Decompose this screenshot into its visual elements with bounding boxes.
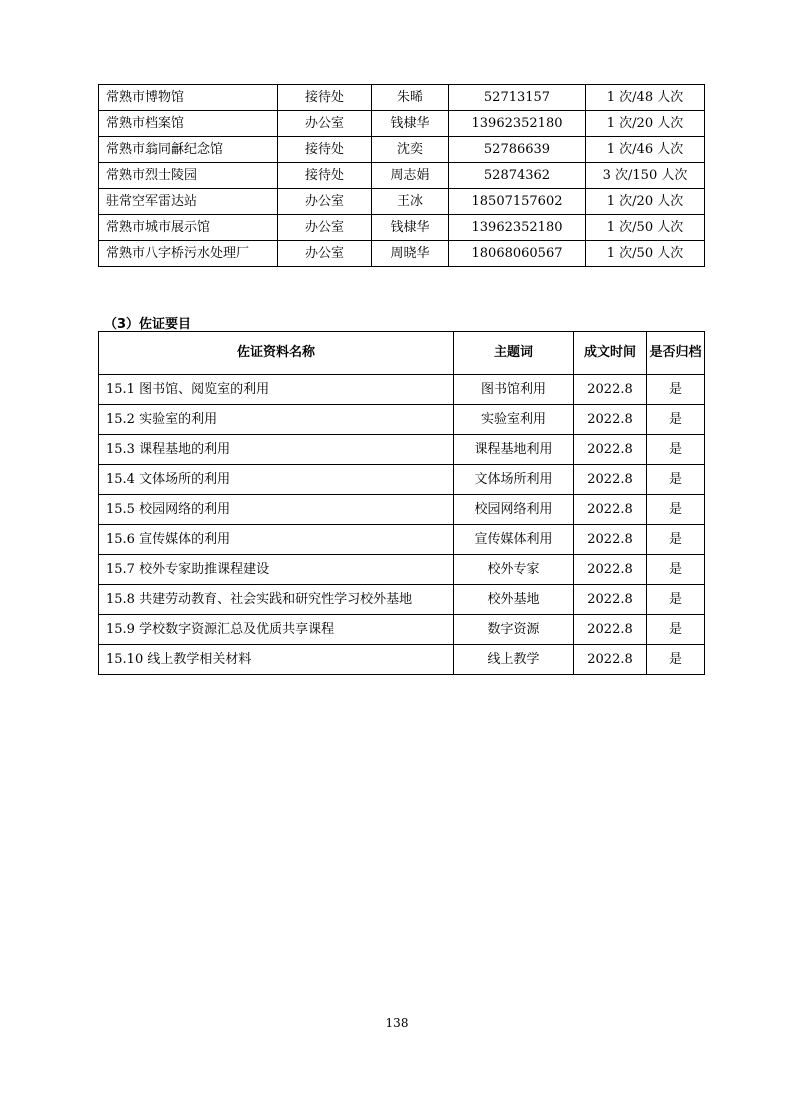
table-row: [99, 585, 705, 615]
contact-department: 办公室: [278, 189, 372, 215]
contact-org: 常熟市八字桥污水处理厂: [99, 241, 278, 267]
contact-person: 钱棣华: [372, 215, 449, 241]
contact-phone: 52713157: [449, 85, 586, 111]
evidence-archived: 是: [647, 435, 705, 465]
evidence-table: [98, 331, 705, 675]
evidence-date: 2022.8: [574, 615, 647, 645]
contact-phone: 52786639: [449, 137, 586, 163]
contact-visits: 3 次/150 人次: [586, 163, 705, 189]
evidence-date: 2022.8: [574, 525, 647, 555]
evidence-date: 2022.8: [574, 495, 647, 525]
evidence-archived: 是: [647, 375, 705, 405]
table-row: [99, 405, 705, 435]
evidence-keyword: 校外基地: [454, 585, 574, 615]
table-row: [99, 495, 705, 525]
contact-phone: 52874362: [449, 163, 586, 189]
evidence-keyword: 实验室利用: [454, 405, 574, 435]
contact-org: 常熟市翁同龢纪念馆: [99, 137, 278, 163]
table-row: [99, 137, 705, 163]
evidence-date: 2022.8: [574, 405, 647, 435]
contact-department: 接待处: [278, 85, 372, 111]
contact-person: 周志娟: [372, 163, 449, 189]
contact-phone: 13962352180: [449, 215, 586, 241]
evidence-name: 15.7 校外专家助推课程建设: [99, 555, 454, 585]
evidence-archived: 是: [647, 615, 705, 645]
table-row: [99, 465, 705, 495]
contact-table: [98, 84, 705, 267]
contact-phone: 18068060567: [449, 241, 586, 267]
header-date: 成文时间: [574, 332, 647, 375]
evidence-date: 2022.8: [574, 375, 647, 405]
table-row: [99, 215, 705, 241]
contact-phone: 13962352180: [449, 111, 586, 137]
evidence-name: 15.10 线上教学相关材料: [99, 645, 454, 675]
evidence-keyword: 文体场所利用: [454, 465, 574, 495]
contact-visits: 1 次/50 人次: [586, 215, 705, 241]
contact-department: 接待处: [278, 137, 372, 163]
contact-department: 办公室: [278, 111, 372, 137]
table-row: [99, 525, 705, 555]
evidence-name: 15.5 校园网络的利用: [99, 495, 454, 525]
evidence-name: 15.8 共建劳动教育、社会实践和研究性学习校外基地: [99, 585, 454, 615]
evidence-keyword: 校外专家: [454, 555, 574, 585]
table-row: [99, 85, 705, 111]
evidence-date: 2022.8: [574, 555, 647, 585]
evidence-name: 15.4 文体场所的利用: [99, 465, 454, 495]
contact-department: 办公室: [278, 241, 372, 267]
section-heading: （3）佐证要目: [104, 317, 192, 332]
contact-org: 驻常空军雷达站: [99, 189, 278, 215]
contact-visits: 1 次/20 人次: [586, 111, 705, 137]
contact-visits: 1 次/20 人次: [586, 189, 705, 215]
contact-org: 常熟市烈士陵园: [99, 163, 278, 189]
contact-phone: 18507157602: [449, 189, 586, 215]
contact-person: 周晓华: [372, 241, 449, 267]
evidence-date: 2022.8: [574, 645, 647, 675]
contact-person: 沈奕: [372, 137, 449, 163]
evidence-name: 15.9 学校数字资源汇总及优质共享课程: [99, 615, 454, 645]
evidence-keyword: 校园网络利用: [454, 495, 574, 525]
contact-org: 常熟市城市展示馆: [99, 215, 278, 241]
evidence-archived: 是: [647, 495, 705, 525]
evidence-archived: 是: [647, 405, 705, 435]
evidence-date: 2022.8: [574, 435, 647, 465]
evidence-keyword: 线上教学: [454, 645, 574, 675]
table-row: [99, 435, 705, 465]
evidence-keyword: 图书馆利用: [454, 375, 574, 405]
evidence-date: 2022.8: [574, 585, 647, 615]
evidence-keyword: 数字资源: [454, 615, 574, 645]
contact-person: 钱棣华: [372, 111, 449, 137]
evidence-name: 15.6 宣传媒体的利用: [99, 525, 454, 555]
header-keyword: 主题词: [454, 332, 574, 375]
header-archived: 是否归档: [647, 332, 705, 375]
page-number: 138: [385, 1016, 409, 1030]
contact-org: 常熟市档案馆: [99, 111, 278, 137]
contact-department: 办公室: [278, 215, 372, 241]
header-material-name: 佐证资料名称: [99, 332, 454, 375]
table-row: [99, 645, 705, 675]
evidence-date: 2022.8: [574, 465, 647, 495]
evidence-keyword: 课程基地利用: [454, 435, 574, 465]
evidence-name: 15.3 课程基地的利用: [99, 435, 454, 465]
evidence-archived: 是: [647, 585, 705, 615]
evidence-archived: 是: [647, 465, 705, 495]
table-row: [99, 189, 705, 215]
contact-visits: 1 次/46 人次: [586, 137, 705, 163]
evidence-archived: 是: [647, 555, 705, 585]
evidence-name: 15.1 图书馆、阅览室的利用: [99, 375, 454, 405]
contact-visits: 1 次/50 人次: [586, 241, 705, 267]
contact-department: 接待处: [278, 163, 372, 189]
evidence-header-row: [99, 332, 705, 375]
table-row: [99, 375, 705, 405]
table-row: [99, 555, 705, 585]
table-row: [99, 241, 705, 267]
evidence-keyword: 宣传媒体利用: [454, 525, 574, 555]
contact-person: 王冰: [372, 189, 449, 215]
evidence-archived: 是: [647, 645, 705, 675]
contact-visits: 1 次/48 人次: [586, 85, 705, 111]
table-row: [99, 163, 705, 189]
table-row: [99, 615, 705, 645]
evidence-archived: 是: [647, 525, 705, 555]
evidence-name: 15.2 实验室的利用: [99, 405, 454, 435]
contact-org: 常熟市博物馆: [99, 85, 278, 111]
contact-person: 朱晞: [372, 85, 449, 111]
table-row: [99, 111, 705, 137]
